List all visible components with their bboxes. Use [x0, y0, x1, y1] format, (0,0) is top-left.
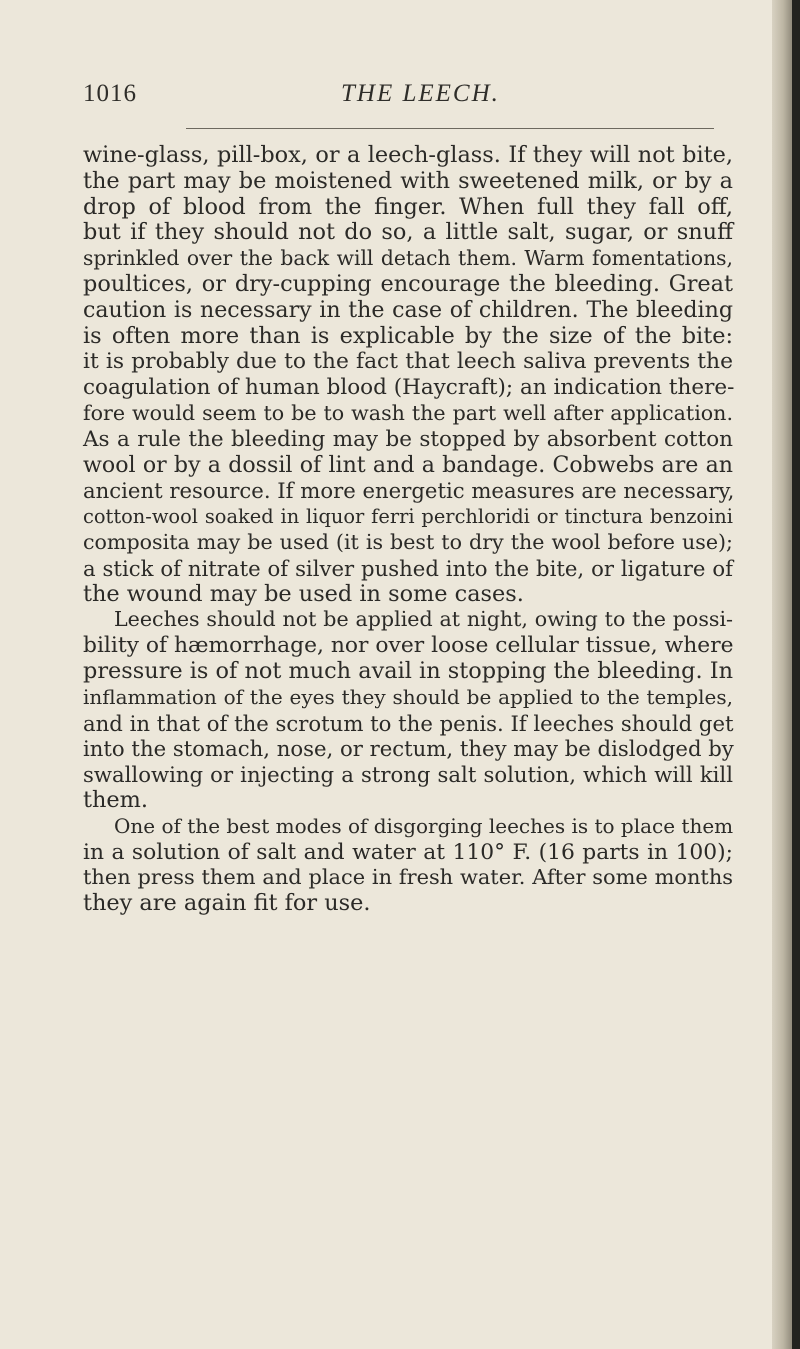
text-line: wine-glass, pill-box, or a leech-glass. If they will not bite,: [83, 142, 733, 168]
text-line: it is probably due to the fact that leech saliva prevents the: [83, 349, 733, 375]
text-line: swallowing or injecting a strong salt solution, which will kill: [83, 762, 733, 788]
paragraph-3: [83, 814, 733, 917]
text-line: pressure is of not much avail in stopping the bleeding. In: [83, 657, 733, 684]
text-line: poultices, or dry-cupping encourage the bleeding. Great: [83, 270, 733, 297]
text-line: inflammation of the eyes they should be applied to the temples,: [83, 684, 733, 709]
text-line: into the stomach, nose, or rectum, they may be dislodged by: [83, 736, 734, 762]
text-line: Leeches should not be applied at night, owing to the possi-: [114, 607, 733, 632]
text-line: drop of blood from the finger. When full they fall off,: [83, 193, 733, 220]
text-line: is often more than is explicable by the size of the bite:: [83, 322, 733, 349]
text-line: bility of hæmorrhage, nor over loose cellular tissue, where: [83, 633, 734, 659]
paragraph-2: [83, 607, 733, 813]
text-line: caution is necessary in the case of children. The bleeding: [83, 296, 733, 323]
header-rule: [186, 128, 714, 129]
text-line: composita may be used (it is best to dry the wool before use);: [83, 529, 733, 554]
text-line: As a rule the bleeding may be stopped by absorbent cotton: [83, 426, 733, 452]
text-line: then press them and place in fresh water. After some months: [83, 865, 733, 890]
running-title: THE LEECH.: [341, 80, 500, 107]
text-line: they are again fit for use.: [83, 890, 371, 917]
binding-edge: [792, 0, 800, 1349]
text-line: fore would seem to be to wash the part well after application.: [83, 400, 733, 425]
text-line: ancient resource. If more energetic measures are necessary,: [83, 478, 735, 504]
text-line: wool or by a dossil of lint and a bandage. Cobwebs are an: [83, 451, 733, 478]
text-line: One of the best modes of disgorging leeches is to place them: [114, 813, 734, 838]
page-number: 1016: [83, 80, 137, 107]
text-line: cotton-wool soaked in liquor ferri perchloridi or tinctura benzoini: [83, 505, 733, 529]
body-text: [83, 143, 733, 917]
text-line: the wound may be used in some cases.: [83, 580, 524, 607]
paragraph-1: [83, 143, 733, 607]
text-line: coagulation of human blood (Haycraft); an indication there-: [83, 375, 735, 401]
text-line: the part may be moistened with sweetened milk, or by a: [83, 167, 733, 194]
text-line: sprinkled over the back will detach them. Warm fomentations,: [83, 246, 733, 271]
text-line: but if they should not do so, a little salt, sugar, or snuff: [83, 219, 733, 246]
text-line: a stick of nitrate of silver pushed into the bite, or ligature of: [83, 555, 733, 581]
text-line: and in that of the scrotum to the penis. If leeches should get: [83, 710, 734, 736]
text-line: them.: [83, 786, 149, 813]
text-line: in a solution of salt and water at 110° F. (16 parts in 100);: [83, 839, 733, 865]
page-header: [83, 80, 743, 120]
